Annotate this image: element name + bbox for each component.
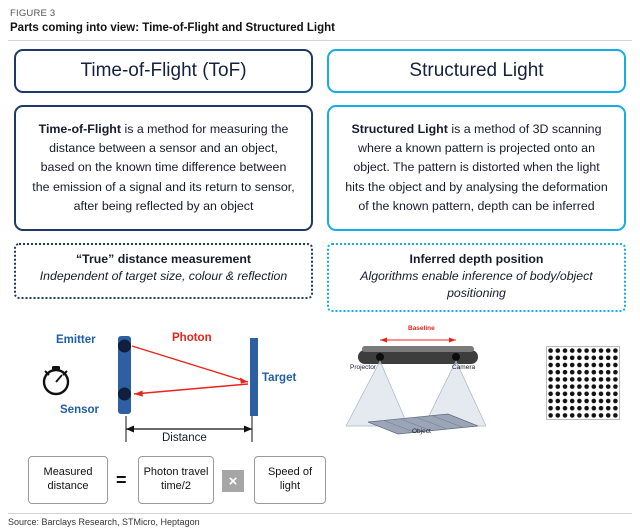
- figure-title: Parts coming into view: Time-of-Flight and Structured Light: [10, 22, 335, 34]
- photon-out-line: [132, 346, 248, 382]
- dot-pattern-icon: [546, 346, 620, 420]
- distance-arrow-right: [244, 426, 252, 433]
- tof-callout-title: “True” distance measurement: [76, 252, 251, 266]
- column-time-of-flight: [14, 49, 313, 312]
- sl-body-box: [327, 105, 626, 231]
- sl-body-rest: is a method of 3D scanning where a known pattern is projected onto an object. The pattern is distorted when the light hits the object and by analysing the deformation of the known pattern, depth can be inferred: [345, 121, 608, 213]
- divider-top: [8, 40, 632, 41]
- divider-bottom: [8, 513, 632, 514]
- tof-callout-sub: Independent of target size, colour & reflection: [39, 269, 288, 283]
- equation-equals: =: [116, 470, 127, 491]
- stopwatch-icon: [44, 366, 68, 394]
- baseline-arrow-left: [380, 338, 387, 343]
- distance-arrow-left: [126, 426, 134, 433]
- projector-label: Projector: [350, 364, 377, 372]
- distance-label: Distance: [162, 432, 207, 445]
- tof-body-rest: is a method for measuring the distance between a sensor and an object, based on the known time difference between the emission of a signal and its return to sensor, after being reflected by an object: [32, 121, 295, 213]
- sl-body-lead: Structured Light: [351, 121, 448, 136]
- photon-back-line: [134, 384, 248, 394]
- camera-lens: [452, 353, 460, 361]
- tof-body-lead: Time-of-Flight: [38, 121, 121, 136]
- equation-measured-distance: Measured distance: [28, 456, 108, 504]
- sl-header-box: [327, 49, 626, 93]
- photon-label: Photon: [172, 332, 212, 345]
- sl-callout-box: [327, 243, 626, 312]
- equation-times: ×: [222, 470, 244, 492]
- baseline-label: Baseline: [408, 325, 435, 333]
- emitter-dot: [118, 340, 131, 353]
- photon-back-arrow: [134, 391, 143, 397]
- lower-graphics: [8, 324, 632, 514]
- target-label: Target: [262, 372, 297, 385]
- emitter-label: Emitter: [56, 334, 96, 347]
- equation-photon-travel-time: Photon travel time/2: [138, 456, 214, 504]
- sl-device-top: [362, 346, 474, 352]
- sensor-label: Sensor: [60, 404, 99, 417]
- sl-callout-sub: Algorithms enable inference of body/object positioning: [360, 269, 593, 300]
- sl-callout-title: Inferred depth position: [409, 252, 544, 266]
- equation-speed-of-light: Speed of light: [254, 456, 326, 504]
- figure-label: FIGURE 3: [10, 8, 56, 19]
- baseline-arrow-right: [449, 338, 456, 343]
- photon-out-arrow: [240, 378, 248, 384]
- tof-header-label: Time-of-Flight (ToF): [80, 60, 247, 81]
- tof-diagram: [14, 324, 314, 514]
- target-bar: [250, 338, 258, 416]
- comparison-columns: [8, 49, 632, 312]
- sensor-dot: [118, 388, 131, 401]
- tof-header-box: [14, 49, 313, 93]
- camera-label: Camera: [452, 364, 476, 372]
- object-label: Object: [412, 428, 431, 436]
- tof-body-box: [14, 105, 313, 231]
- sl-diagram-svg: [328, 330, 538, 442]
- sl-diagram: [328, 325, 628, 450]
- tof-callout-box: [14, 243, 313, 299]
- column-structured-light: [327, 49, 626, 312]
- projector-lens: [376, 353, 384, 361]
- source-note: Source: Barclays Research, STMicro, Heptagon: [8, 517, 200, 527]
- sl-header-label: Structured Light: [409, 60, 544, 81]
